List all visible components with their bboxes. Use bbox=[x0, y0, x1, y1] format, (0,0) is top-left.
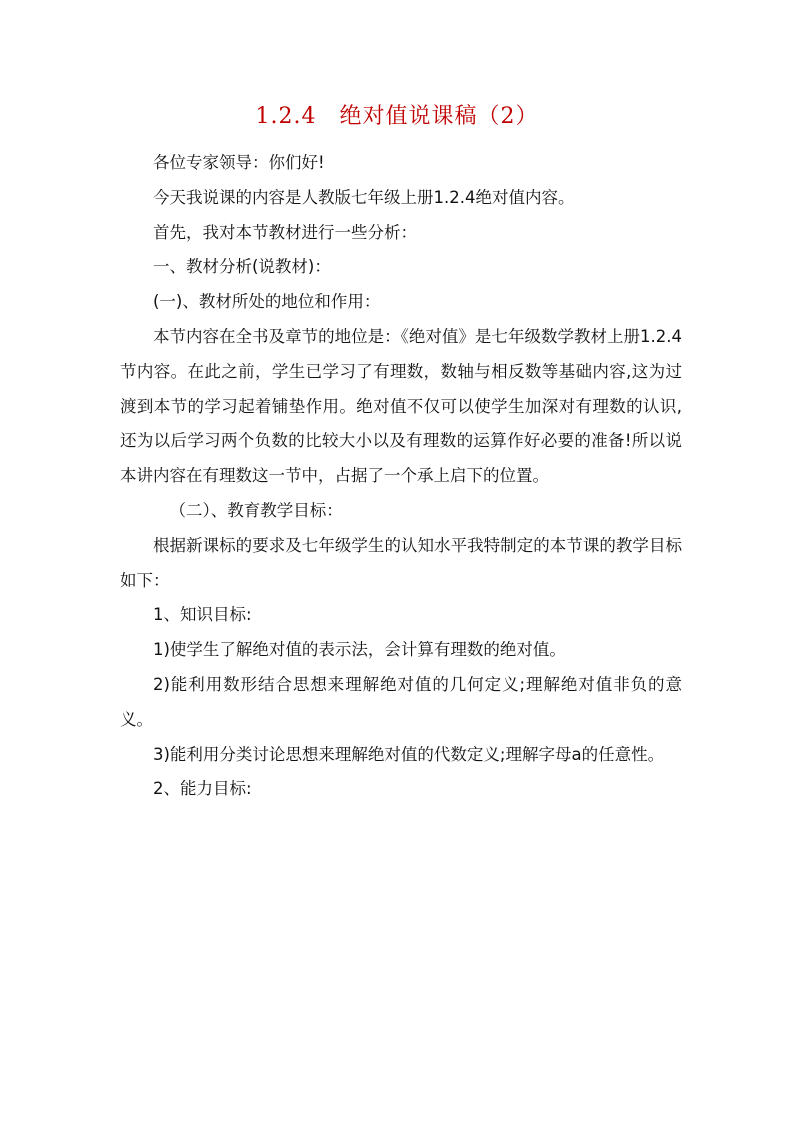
document-body bbox=[120, 146, 682, 807]
list-heading-ability-goals: 2、能力目标: bbox=[153, 779, 252, 799]
list-item-goal-1: 1)使学生了解绝对值的表示法，会计算有理数的绝对值。 bbox=[153, 640, 566, 660]
list-heading-knowledge-goals: 1、知识目标: bbox=[153, 605, 252, 625]
paragraph-analysis-lead: 首先，我对本节教材进行一些分析： bbox=[153, 222, 417, 242]
subsection-heading-goals: （二）、教育教学目标： bbox=[169, 500, 343, 520]
paragraph-position-role: 本节内容在全书及章节的地位是：《绝对值》是七年级数学教材上册1.2.4节内容。在此之前，学生已学习了有理数，数轴与相反数等基础内容,这为过渡到本节的学习起着铺垫作用。绝对值不仅可以使学生加深对有理数的认识,还为以后学习两个负数的比较大小以及有理数的运算作好必要的准备!所以说本讲内容在有理数这一节中，占据了一个承上启下的位置。 bbox=[120, 326, 682, 486]
paragraph-intro: 今天我说课的内容是人教版七年级上册1.2.4绝对值内容。 bbox=[153, 187, 575, 207]
paragraph-goals-intro: 根据新课标的要求及七年级学生的认知水平我特制定的本节课的教学目标如下： bbox=[120, 535, 682, 590]
list-item-goal-3: 3)能利用分类讨论思想来理解绝对值的代数定义;理解字母a的任意性。 bbox=[153, 744, 665, 764]
paragraph-greeting: 各位专家领导：你们好! bbox=[153, 153, 325, 172]
subsection-heading-position: (一)、教材所处的地位和作用： bbox=[153, 292, 381, 312]
page-title: 1.2.4 绝对值说课稿（2） bbox=[255, 104, 539, 129]
list-item-goal-2: 2)能利用数形结合思想来理解绝对值的几何定义;理解绝对值非负的意义。 bbox=[120, 674, 682, 729]
section-heading-textbook-analysis: 一、教材分析(说教材)： bbox=[153, 257, 331, 277]
